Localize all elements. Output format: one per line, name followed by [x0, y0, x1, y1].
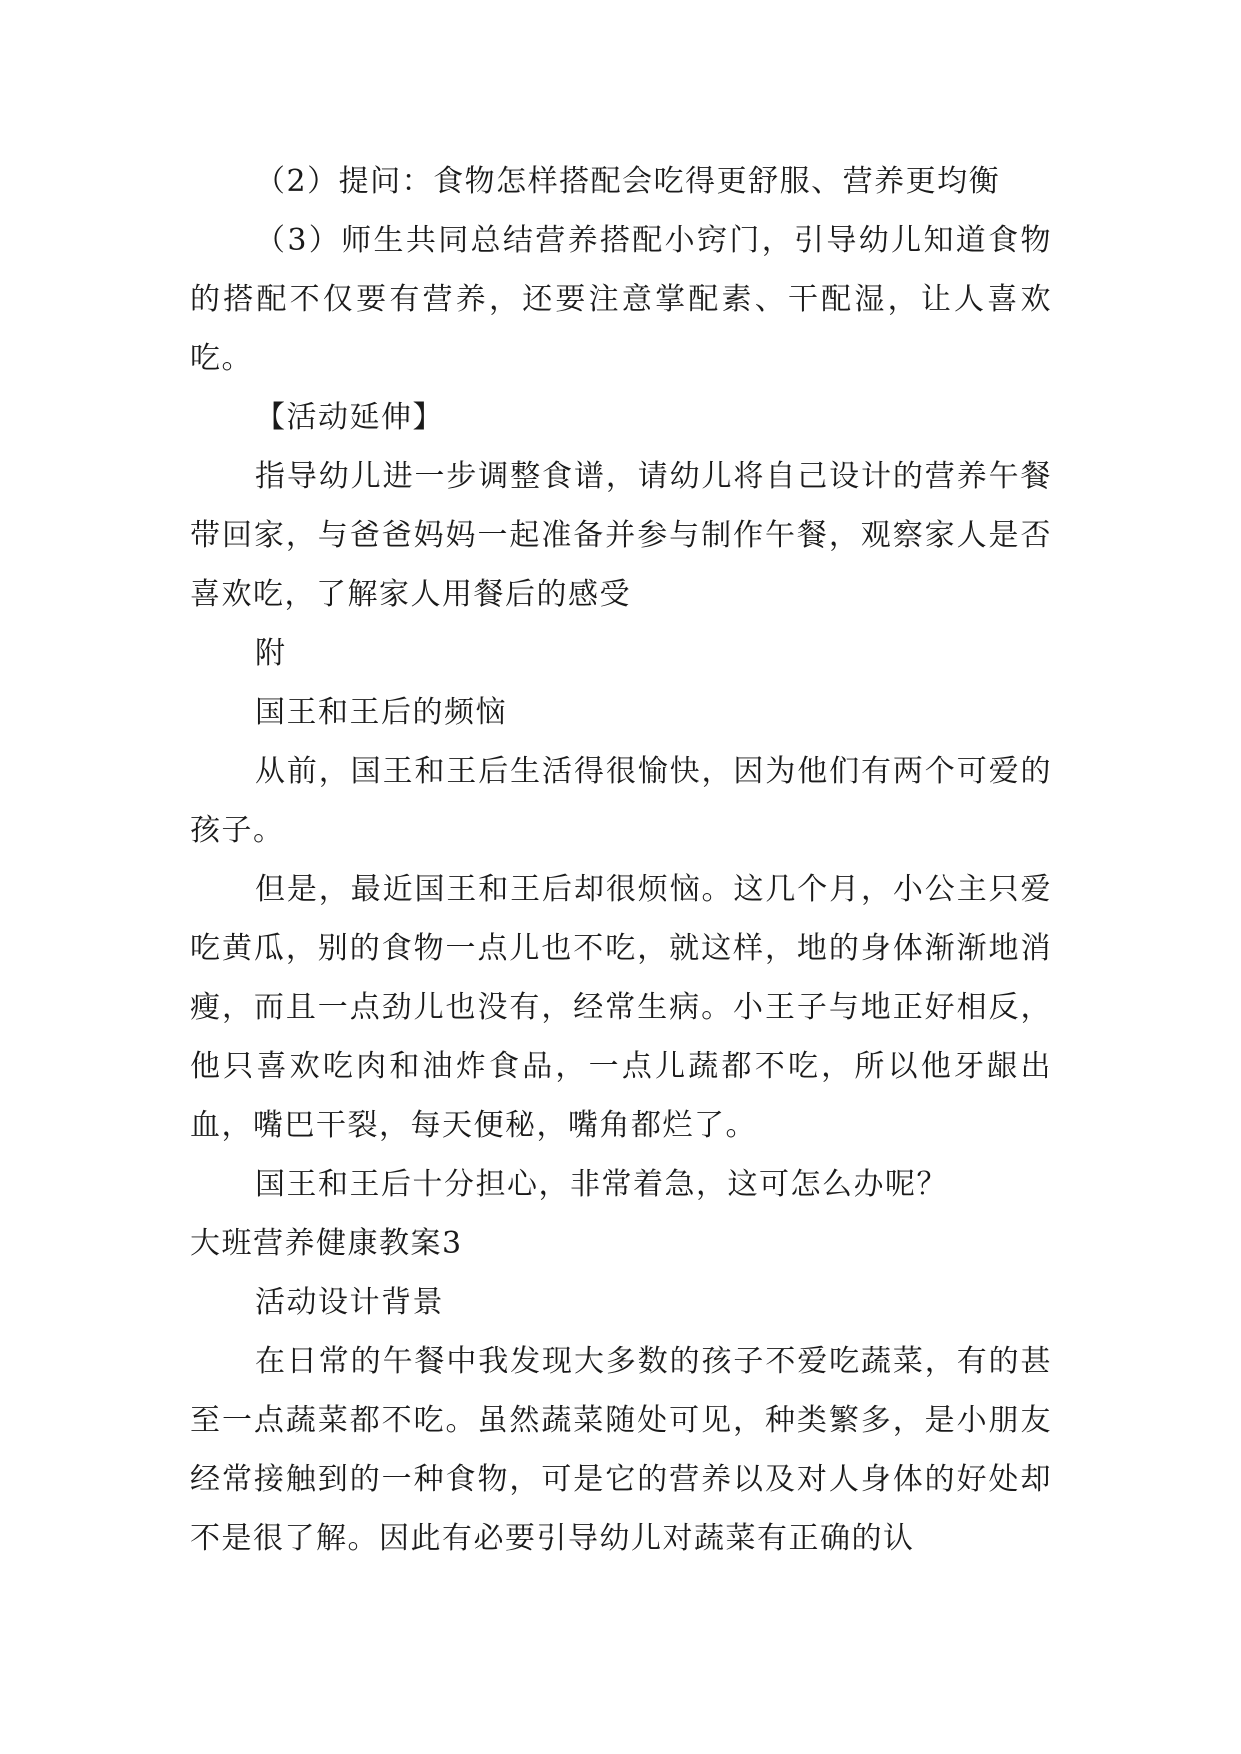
- paragraph-background: 在日常的午餐中我发现大多数的孩子不爱吃蔬菜，有的甚至一点蔬菜都不吃。虽然蔬菜随处可见，种类繁多，是小朋友经常接触到的一种食物，可是它的营养以及对人身体的好处却不是很了解。因此有必要引导幼儿对蔬菜有正确的认: [190, 1344, 1052, 1556]
- section-heading-design-background: 活动设计背景: [255, 1285, 444, 1320]
- story-title: 国王和王后的频恼: [255, 695, 507, 730]
- paragraph-extension-guidance: 指导幼儿进一步调整食谱，请幼儿将自己设计的营养午餐带回家，与爸爸妈妈一起准备并参与制作午餐，观察家人是否喜欢吃，了解家人用餐后的感受: [190, 459, 1052, 612]
- paragraph-summary-3: （3）师生共同总结营养搭配小窍门，引导幼儿知道食物的搭配不仅要有营养，还要注意掌配素、干配湿，让人喜欢吃。: [190, 223, 1052, 376]
- document-page: [190, 152, 1052, 1568]
- story-paragraph-1: 从前，国王和王后生活得很愉快，因为他们有两个可爱的孩子。: [190, 754, 1052, 848]
- paragraph-question-2: （2）提问：食物怎样搭配会吃得更舒服、营养更均衡: [255, 164, 1001, 199]
- appendix-label: 附: [255, 636, 287, 671]
- story-paragraph-3: 国王和王后十分担心，非常着急，这可怎么办呢？: [255, 1167, 948, 1202]
- section-heading-activity-extension: 【活动延伸】: [255, 400, 444, 435]
- lesson-plan-title: 大班营养健康教案3: [190, 1226, 463, 1261]
- story-paragraph-2: 但是，最近国王和王后却很烦恼。这几个月，小公主只爱吃黄瓜，别的食物一点儿也不吃，就这样，地的身体渐渐地消瘦，而且一点劲儿也没有，经常生病。小王子与地正好相反，他只喜欢吃肉和油炸食品，一点儿蔬都不吃，所以他牙龈出血，嘴巴干裂，每天便秘，嘴角都烂了。: [190, 872, 1052, 1143]
